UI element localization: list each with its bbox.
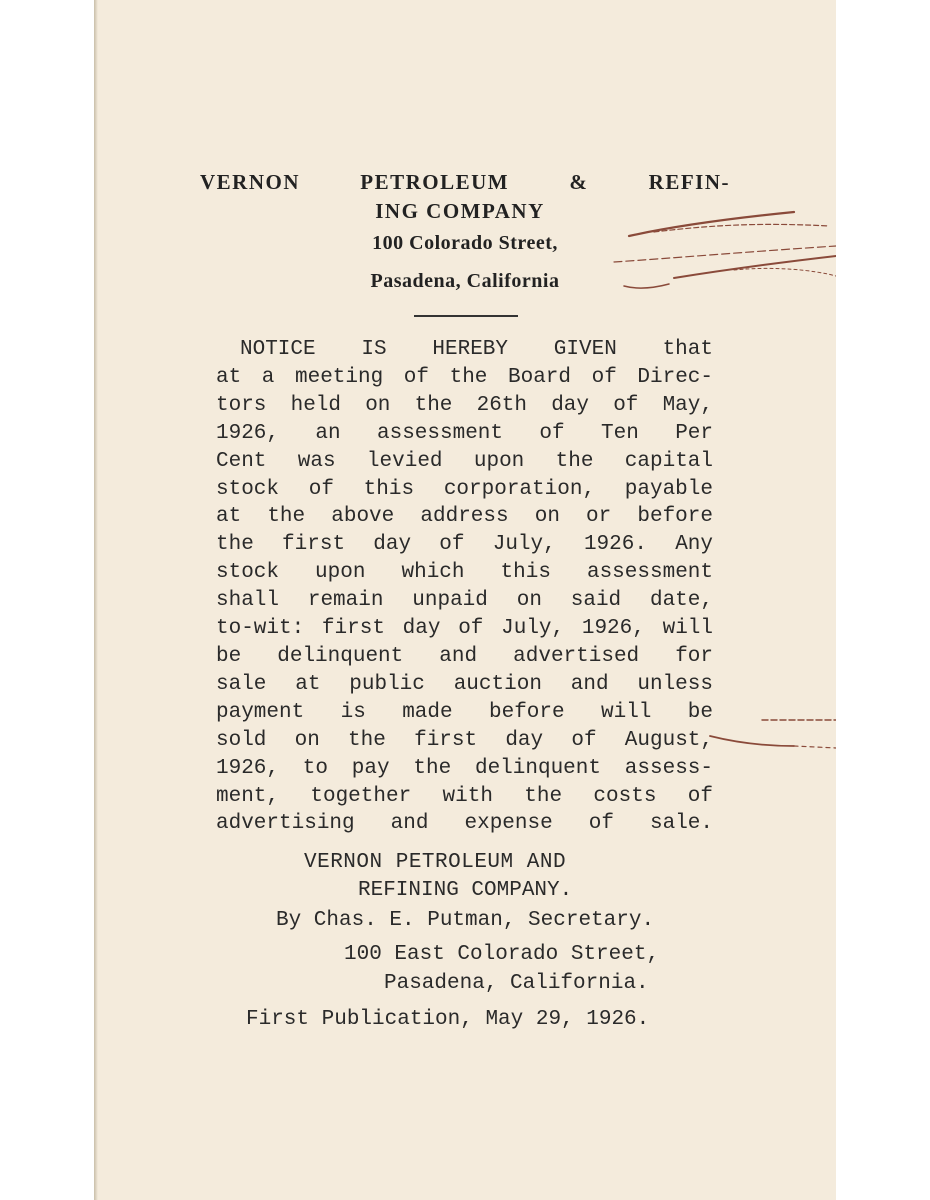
header-divider [414,315,518,317]
notice-line: 1926, to pay the delinquent assess- [216,756,713,780]
signature-address-city: Pasadena, California. [384,972,649,995]
pencil-stroke [710,736,794,746]
notice-line: stock upon which this assessment [216,561,713,585]
notice-line: to-wit: first day of July, 1926, will [216,617,713,641]
notice-line: ment, together with the costs of [216,784,713,808]
notice-line: the first day of July, 1926. Any [216,533,713,557]
notice-line: tors held on the 26th day of May, [216,393,713,417]
company-name-line1: VERNON PETROLEUM & REFIN- [200,170,730,194]
header-address-city: Pasadena, California [370,270,560,292]
notice-line: Cent was levied upon the capital [216,449,713,473]
header-address-street: 100 Colorado Street, [372,232,558,254]
pencil-stroke [794,746,836,748]
notice-line: 1926, an assessment of Ten Per [216,421,713,445]
notice-line: sold on the first day of August, [216,728,713,752]
notice-line: stock of this corporation, payable [216,477,713,501]
notice-line: shall remain unpaid on said date, [216,589,713,613]
notice-line: be delinquent and advertised for [216,644,713,668]
notice-line: at a meeting of the Board of Direc- [216,365,713,389]
notice-body [216,336,713,838]
signature-company-line1: VERNON PETROLEUM AND [304,851,567,874]
company-name-line2: ING COMPANY [375,199,545,223]
publication-date: First Publication, May 29, 1926. [246,1008,650,1031]
notice-card [94,0,836,1200]
notice-line: payment is made before will be [216,700,713,724]
notice-line: at the above address on or before [216,505,713,529]
notice-line: NOTICE IS HEREBY GIVEN that [240,338,713,361]
notice-line: advertising and expense of sale. [216,812,713,836]
signature-by-line: By Chas. E. Putman, Secretary. [276,909,655,932]
pencil-stroke [654,224,829,232]
signature-address-street: 100 East Colorado Street, [344,943,660,966]
notice-line: sale at public auction and unless [216,672,713,696]
signature-company-line2: REFINING COMPANY. [358,879,573,902]
